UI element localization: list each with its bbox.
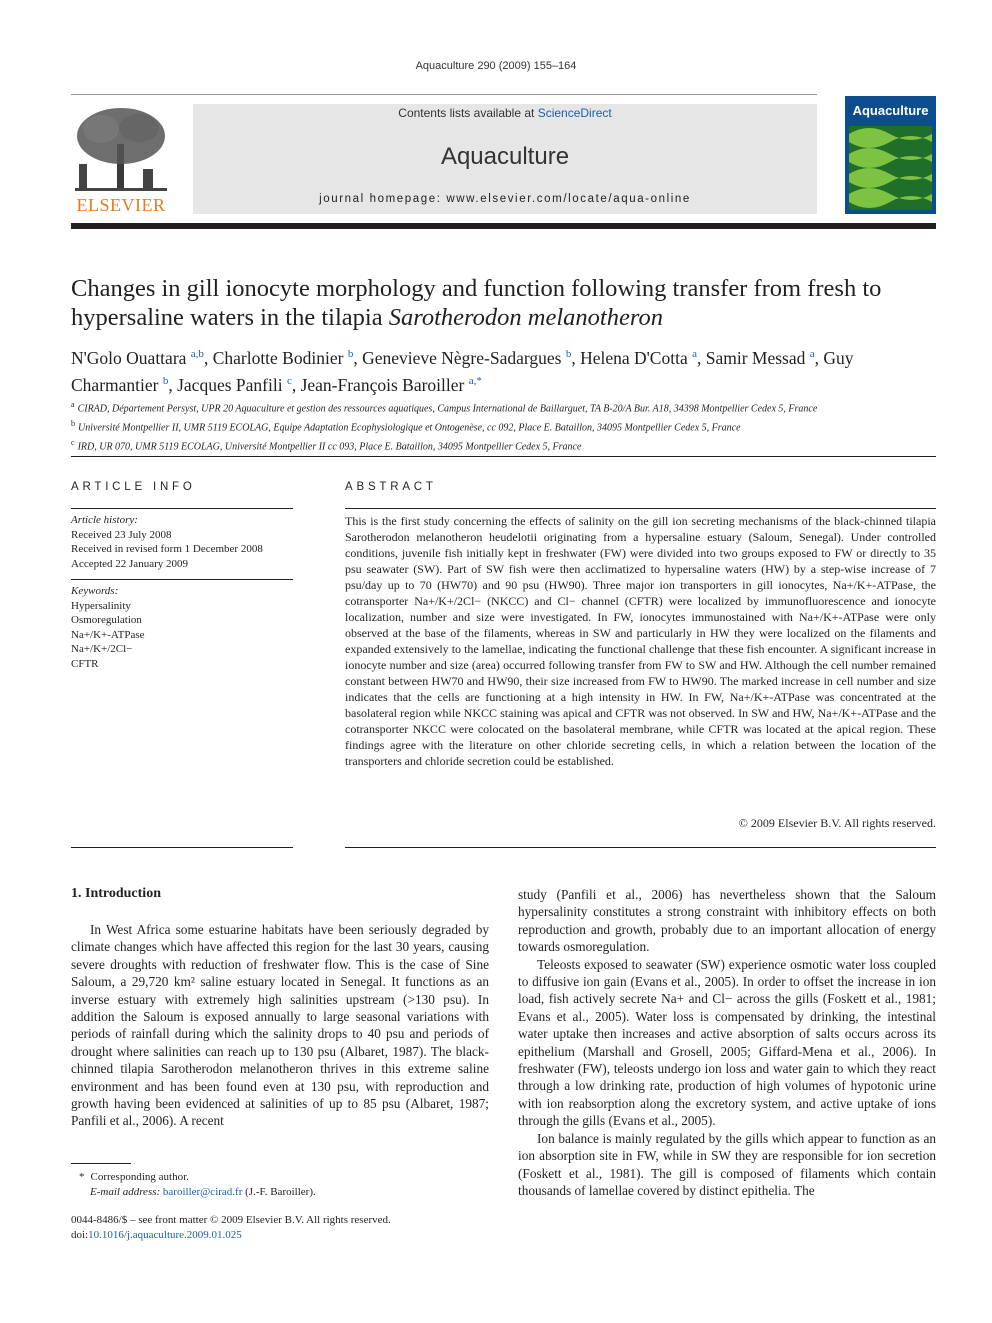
contents-line	[193, 106, 817, 120]
keywords-rule	[71, 579, 293, 580]
affiliation-divider	[71, 456, 936, 457]
author-affiliation-mark[interactable]: a	[692, 348, 697, 360]
author-affiliation-mark[interactable]: b	[162, 374, 169, 387]
article-title	[71, 274, 936, 332]
corresponding-author-note: * Corresponding author. E-mail address: baroiller@cirad.fr (J.-F. Baroiller).	[79, 1171, 316, 1198]
author-affiliation-mark[interactable]: a,*	[468, 374, 482, 387]
cover-pattern-icon	[849, 126, 932, 210]
author-name[interactable]: Genevieve Nègre-Sadargues	[362, 347, 566, 368]
article-info-rule	[71, 508, 293, 509]
affiliation-text: IRD, UR 070, UMR 5119 ECOLAG, Université Montpellier II cc 093, Place E. Bataillon, 34095 Montpellier Cedex 5, France	[77, 440, 582, 452]
history-label: Article history:	[71, 514, 138, 526]
author-name[interactable]: Charlotte Bodinier	[212, 347, 348, 368]
intro-paragraph: Teleosts exposed to seawater (SW) experience osmotic water loss coupled to diffusive ion gain (Evans et al., 2005). In order to offset the increase in ion load, fish actively secrete Na+ and Cl− across the gills (Foskett et al., 1981; Evans et al., 2005). Water loss is compensated by drinking, the intestinal water uptake then increases and active absorption of salts occurs across its epithelium (Marshall and Grosell, 2005; Giffard-Mena et al., 2006). In freshwater (FW), teleosts undergo ion loss and water gain to which they react through a low drinking rate, production of high volumes of hypotonic urine with ion reabsorption along the excretory system, and active uptake of ions through the gills (Evans et al., 2005).	[518, 956, 936, 1129]
intro-paragraph: study (Panfili et al., 2006) has nevertheless shown that the Saloum hypersalinity constitutes a strong constraint with inhibitory effects on both reproduction and growth, probably due to an important allocation of energy towards osmoregulation.	[518, 887, 936, 955]
affiliation-text: Université Montpellier II, UMR 5119 ECOLAG, Equipe Adaptation Ecophysiologique et Ontogenèse, cc 092, Place E. Bataillon, 34095 Montpellier Cedex 5, France	[78, 422, 741, 434]
keyword: CFTR	[71, 657, 99, 670]
author-affiliation-mark[interactable]: c	[286, 374, 292, 387]
revised-date: Received in revised form 1 December 2008	[71, 543, 263, 555]
section-heading-introduction: 1. Introduction	[71, 886, 161, 901]
doi-link[interactable]: 10.1016/j.aquaculture.2009.01.025	[88, 1229, 242, 1241]
article-info-heading: ARTICLE INFO	[71, 481, 196, 493]
abstract-heading: ABSTRACT	[345, 481, 437, 493]
accepted-date: Accepted 22 January 2009	[71, 557, 188, 570]
affiliation-mark: a	[71, 400, 75, 409]
article-history	[71, 513, 293, 571]
affiliation-mark: b	[71, 418, 75, 428]
author-name[interactable]: Guy Charmantier	[71, 347, 854, 395]
author-name[interactable]: Helena D'Cotta	[580, 347, 693, 368]
author-list: N'Golo Ouattara $^{a,b}$, Charlotte Bodinier $^b$, Genevieve Nègre-Sadargues $^b$, Helena D'Cotta $^a$, Samir Messad $^a$, Guy Charmantier $^b$, Jacques Panfili $^c$, Jean-François Baroiller $^{a,*}$	[71, 347, 854, 395]
affiliation-mark: c	[71, 437, 75, 447]
contents-prefix: Contents lists available at	[398, 106, 538, 120]
intro-column-left	[71, 921, 489, 1130]
journal-reference: Aquaculture 290 (2009) 155–164	[415, 60, 577, 72]
doi-label: doi:	[71, 1229, 89, 1241]
abstract-text: This is the first study concerning the effects of salinity on the gill ion secreting mechanisms of the black-chinned tilapia Sarotherodon melanotheron heudelotii originating from a hypersaline estuary (Saloum, Senegal). Under controlled conditions, juvenile fish initially kept in freshwater (FW) were divided into two groups exposed to FW or directly to 35 psu seawater (SW). Part of SW fish were then acclimatized to hypersaline waters (HW) by a step-wise increase of 7 psu/day up to 70 (HW70) and 90 psu (HW90). Three major ion transporters in gill ionocytes, Na+/K+-ATPase, the cotransporter Na+/K+/2Cl− (NKCC) and Cl− channel (CFTR) were localized by immunofluorescence and ionocyte localization, number and size were investigated. In FW, ionocytes immunostained with Na+/K+-ATPase were only observed at the base of the filaments, whereas in SW and particularly in HW they were localized on the filaments and expanded extensively to the lamellae, indicating the functional challenge that these fish encounter. A significant increase in ionocyte number and size (area) occurred following transfer from FW to SW and HW. Although the cell number remained constant between HW70 and HW90, their size increased from FW to HW90. The marked increase in cell number and size indicates that the cells are functioning at a high intensity in HW. In FW, Na+/K+-ATPase was concentrated at the basolateral region while NKCC staining was apical and CFTR was not observed. In SW and HW, Na+/K+-ATPase and the cotransporter NKCC were colocated on the basolateral membrane, while CFTR was located at the apical region. These findings agree with the literature on other chloride secreting cells, in which a relation between the location of the transporters and chloride secretion could be established.	[345, 514, 936, 768]
affiliation-item	[71, 436, 941, 455]
intro-paragraph: Ion balance is mainly regulated by the gills which appear to function as an ion absorption site in FW, while in SW they are responsible for ion secretion (Foskett et al., 1981). The gill is composed of filaments which contain thousands of lamellae covered by distinct epithelia. The	[518, 1130, 936, 1198]
info-bottom-rule	[71, 847, 293, 848]
keyword: Na+/K+-ATPase	[71, 628, 145, 641]
affiliations	[71, 398, 941, 454]
keywords-list	[71, 599, 293, 672]
sciencedirect-link[interactable]: ScienceDirect	[537, 106, 612, 120]
author-affiliation-mark[interactable]: b	[347, 348, 354, 360]
keywords-block	[71, 584, 293, 671]
author-name[interactable]: Jean-François Baroiller	[300, 374, 469, 395]
keyword: Na+/K+/2Cl−	[71, 643, 133, 655]
author-name[interactable]: Samir Messad	[705, 347, 810, 368]
header-thick-rule	[71, 223, 936, 229]
front-matter-note	[71, 1213, 491, 1243]
intro-column-right	[518, 886, 936, 1199]
author-affiliation-mark[interactable]: b	[565, 348, 572, 360]
elsevier-logo[interactable]	[71, 104, 171, 214]
author-name[interactable]: Jacques Panfili	[177, 374, 287, 395]
corresponding-label: Corresponding author.	[90, 1171, 189, 1183]
email-link[interactable]: baroiller@cirad.fr	[162, 1186, 243, 1198]
keyword: Hypersalinity	[71, 599, 131, 612]
author-affiliation-mark[interactable]: a	[809, 348, 815, 360]
affiliation-item	[71, 417, 941, 436]
footnote-rule	[71, 1163, 131, 1164]
title-text: Changes in gill ionocyte morphology and function following transfer from fresh to hypersaline waters in the tilapia	[71, 275, 882, 331]
keywords-label: Keywords:	[71, 585, 119, 597]
author-affiliation-mark[interactable]: a,b	[190, 348, 204, 360]
journal-cover[interactable]	[845, 96, 936, 214]
author-name[interactable]: N'Golo Ouattara	[71, 347, 191, 368]
affiliation-item	[71, 398, 941, 417]
abstract-copyright: © 2009 Elsevier B.V. All rights reserved.	[738, 816, 936, 830]
cover-title: Aquaculture	[852, 103, 929, 118]
email-label: E-mail address:	[90, 1186, 161, 1198]
issn-line: 0044-8486/$ – see front matter © 2009 Elsevier B.V. All rights reserved.	[71, 1214, 391, 1226]
journal-homepage[interactable]: journal homepage: www.elsevier.com/locate/aqua-online	[319, 193, 691, 205]
abstract-rule	[345, 508, 936, 509]
affiliation-text: CIRAD, Département Persyst, UPR 20 Aquaculture et gestion des ressources aquatiques, Campus International de Baillarguet, TA B-20/A Bur. A18, 34398 Montpellier Cedex 5, France	[77, 403, 818, 415]
journal-title: Aquaculture	[440, 143, 570, 170]
received-date: Received 23 July 2008	[71, 528, 172, 541]
publisher-name: ELSEVIER	[76, 195, 166, 215]
abstract-bottom-rule	[345, 847, 936, 848]
title-species: Sarotherodon melanotheron	[388, 304, 663, 331]
email-suffix: (J.-F. Baroiller).	[245, 1186, 316, 1198]
intro-paragraph: In West Africa some estuarine habitats have been seriously degraded by climate changes which have affected this region for the last 30 years, causing severe droughts with reduction of freshwater flow. This is the case of Sine Saloum, a 29,720 km² saline estuary located in Senegal. It functions as an inverse estuary with extremely high salinities upstream (>130 psu). In addition the Saloum is exposed annually to large seasonal variations with periods of rainfall during which the salinity drops to 40 psu and periods of drought where salinities can reach up to 130 psu (Albaret, 1987). The black-chinned tilapia Sarotherodon melanotheron thrives in this extreme saline environment and has been found even at 130 psu, with reproduction and growth having been evidenced at salinities of up to 85 psu (Albaret, 1987; Panfili et al., 2006). A recent	[71, 922, 489, 1129]
keyword: Osmoregulation	[71, 614, 142, 626]
header-divider	[71, 94, 817, 95]
